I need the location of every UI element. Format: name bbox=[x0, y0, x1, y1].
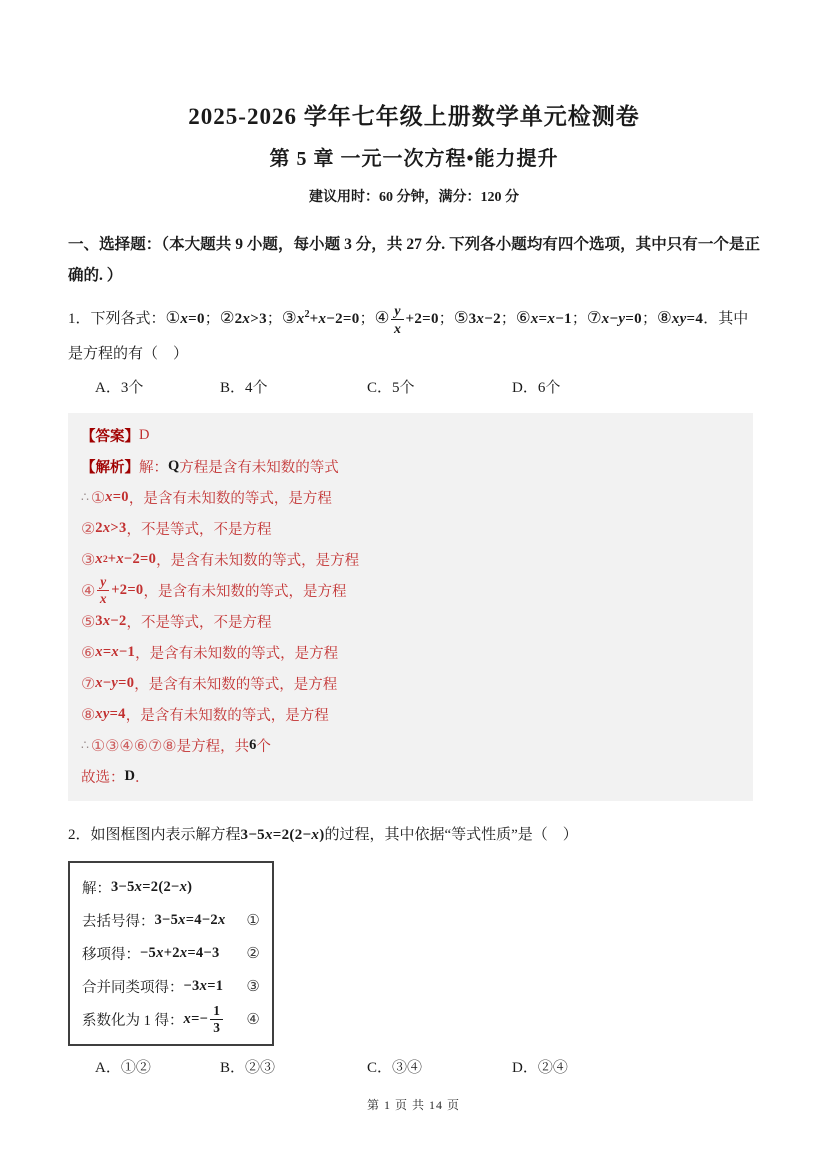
question2-option-b: B．②③ bbox=[220, 1060, 276, 1077]
text: 解： bbox=[139, 460, 168, 476]
answer-label: 【解析】 bbox=[81, 460, 139, 476]
math-expression: 3x−2 bbox=[468, 311, 501, 327]
math-expression: −3x=1 bbox=[183, 978, 224, 995]
circled-number: ② bbox=[219, 308, 235, 327]
text: 个 bbox=[256, 739, 271, 756]
question1-option-a: A．3个 bbox=[95, 380, 144, 396]
circled-number: ⑧ bbox=[656, 308, 672, 327]
question1-options bbox=[68, 373, 760, 403]
math-expression: 3−5x=2(2−x) bbox=[240, 827, 325, 844]
circled-number: ③ bbox=[81, 551, 96, 569]
math-expression: +x−2=0 bbox=[309, 311, 360, 327]
text: 1．下列各式： bbox=[68, 311, 166, 327]
text: ； bbox=[204, 311, 220, 327]
question1-option-d: D．6个 bbox=[512, 380, 561, 396]
fraction: $\frac{y}{x}$ bbox=[391, 303, 403, 335]
text: 合并同类项得： bbox=[82, 980, 184, 997]
text: 解： bbox=[82, 881, 111, 898]
math-expression: x=− bbox=[183, 1011, 209, 1028]
box-line-4 bbox=[82, 970, 266, 1003]
math-expression: xy=4 bbox=[95, 706, 126, 723]
circled-number: ⑤ bbox=[81, 613, 96, 631]
circled-number: ① bbox=[90, 489, 106, 507]
circled-number: ④ bbox=[374, 308, 390, 327]
text: ，是含有未知数的等式，是方程 bbox=[125, 708, 329, 725]
math-expression: x bbox=[95, 551, 103, 567]
text: 系数化为 1 得： bbox=[82, 1013, 184, 1030]
circled-number: ③ bbox=[281, 308, 297, 327]
math-expression: 3−5x=2(2−x) bbox=[111, 879, 193, 896]
answer-line-1 bbox=[81, 420, 743, 451]
text: 故选： bbox=[81, 770, 125, 787]
circled-number: ⑧ bbox=[81, 706, 96, 724]
math-expression: x=0 bbox=[180, 311, 205, 327]
math-expression: +2=0 bbox=[405, 311, 439, 327]
text: ，是含有未知数的等式，是方程 bbox=[135, 646, 339, 663]
text: D bbox=[139, 427, 150, 443]
answer-line-9 bbox=[81, 668, 743, 699]
math-expression: 3−5x=4−2x bbox=[154, 912, 226, 929]
box-line-2 bbox=[82, 904, 266, 937]
text: ，是含有未知数的等式，是方程 bbox=[128, 491, 332, 507]
circled-number: ⑤ bbox=[453, 308, 469, 327]
therefore-symbol: ∴ bbox=[81, 738, 89, 753]
text: ； bbox=[266, 311, 282, 327]
math-expression: x−y=0 bbox=[601, 311, 642, 327]
answer-line-12 bbox=[81, 761, 743, 792]
text: ．其中是方程的有（ ） bbox=[68, 311, 749, 362]
box-line-1 bbox=[82, 871, 266, 904]
circled-number: ① bbox=[246, 912, 260, 930]
text: ； bbox=[571, 311, 587, 327]
text: 方程是含有未知数的等式 bbox=[179, 460, 339, 476]
answer-line-7 bbox=[81, 606, 743, 637]
question1-option-c: C．5个 bbox=[367, 380, 415, 396]
text: ，不是等式，不是方程 bbox=[126, 522, 272, 538]
text: 的过程，其中依据“等式性质”是（ ） bbox=[324, 827, 578, 844]
text: ，是含有未知数的等式，是方程 bbox=[143, 584, 347, 601]
circled-number: ⑥ bbox=[81, 644, 96, 662]
circled-number: ①③④⑥⑦⑧ bbox=[90, 737, 177, 755]
text: ，不是等式，不是方程 bbox=[126, 615, 272, 632]
bold-text: D bbox=[124, 768, 135, 785]
circled-number: ⑦ bbox=[586, 308, 602, 327]
circled-number: ⑦ bbox=[81, 675, 96, 693]
text: ； bbox=[641, 311, 657, 327]
answer-line-3 bbox=[81, 482, 743, 513]
text: ． bbox=[134, 770, 150, 787]
math-expression: −5x+2x=4−3 bbox=[140, 945, 220, 962]
text: ，是含有未知数的等式，是方程 bbox=[156, 553, 360, 569]
math-expression: x bbox=[296, 311, 305, 327]
question2-option-a: A．①② bbox=[95, 1060, 151, 1077]
circled-number: ① bbox=[165, 308, 181, 327]
bold-text: 6 bbox=[249, 737, 257, 754]
question2-option-d: D．②④ bbox=[512, 1060, 568, 1077]
math-expression: xy=4 bbox=[671, 311, 704, 327]
bold-text: Q bbox=[168, 458, 180, 474]
math-expression: x=0 bbox=[105, 489, 129, 505]
text: ； bbox=[438, 311, 454, 327]
question2-option-c: C．③④ bbox=[367, 1060, 423, 1077]
text: ； bbox=[500, 311, 516, 327]
text: ； bbox=[359, 311, 375, 327]
question1-option-b: B．4个 bbox=[220, 380, 268, 396]
fraction: $\frac{y}{x}$ bbox=[97, 575, 109, 606]
math-expression: +2=0 bbox=[111, 582, 144, 599]
math-expression: x=x−1 bbox=[530, 311, 572, 327]
box-line-3 bbox=[82, 937, 266, 970]
math-expression: x=x−1 bbox=[95, 644, 136, 661]
solution-flow-box bbox=[68, 861, 274, 1046]
paper-meta: 建议用时：60 分钟，满分：120 分 bbox=[309, 190, 519, 205]
math-expression: 3x−2 bbox=[95, 613, 127, 630]
answer-line-10 bbox=[81, 699, 743, 730]
question1-stem bbox=[68, 300, 760, 372]
math-expression: x−y=0 bbox=[95, 675, 135, 692]
answer-label: 【答案】 bbox=[81, 429, 139, 445]
question2-options bbox=[68, 1053, 760, 1083]
question1-answer-block bbox=[68, 413, 753, 801]
therefore-symbol: ∴ bbox=[81, 490, 89, 504]
circled-number: ④ bbox=[81, 582, 96, 600]
answer-line-11 bbox=[81, 730, 743, 761]
answer-line-6 bbox=[81, 575, 743, 606]
fraction: $\frac{1}{3}$ bbox=[210, 1004, 223, 1035]
text: ，是含有未知数的等式，是方程 bbox=[134, 677, 338, 694]
page-footer: 第 1 页 共 14 页 bbox=[366, 1098, 460, 1112]
answer-line-5: ③ x 2 +x−2=0 ，是含有未知数的等式，是方程 bbox=[81, 551, 360, 569]
text: 2．如图框图内表示解方程 bbox=[68, 827, 241, 844]
circled-number: ② bbox=[81, 520, 96, 538]
text: 移项得： bbox=[82, 947, 140, 964]
text: 去括号得： bbox=[82, 914, 155, 931]
superscript: 2 bbox=[304, 309, 310, 320]
answer-line-2 bbox=[81, 451, 743, 482]
text: 是方程，共 bbox=[176, 739, 250, 756]
circled-number: ③ bbox=[246, 978, 260, 996]
question2-stem bbox=[68, 820, 760, 850]
paper-subtitle: 第 5 章 一元一次方程•能力提升 bbox=[269, 148, 559, 170]
circled-number: ② bbox=[246, 945, 260, 963]
math-expression: 2x>3 bbox=[95, 520, 127, 536]
math-expression: 2x>3 bbox=[234, 311, 267, 327]
answer-line-4 bbox=[81, 513, 743, 544]
box-line-5 bbox=[82, 1003, 266, 1036]
answer-line-8 bbox=[81, 637, 743, 668]
section1-heading: 一、选择题：（本大题共 9 小题，每小题 3 分，共 27 分. 下列各小题均有四个选项，其中只有一个是正确的. ） bbox=[68, 236, 760, 284]
math-expression: +x−2=0 bbox=[107, 551, 157, 567]
circled-number: ④ bbox=[246, 1011, 260, 1029]
paper-title: 2025-2026 学年七年级上册数学单元检测卷 bbox=[188, 104, 640, 129]
circled-number: ⑥ bbox=[515, 308, 531, 327]
